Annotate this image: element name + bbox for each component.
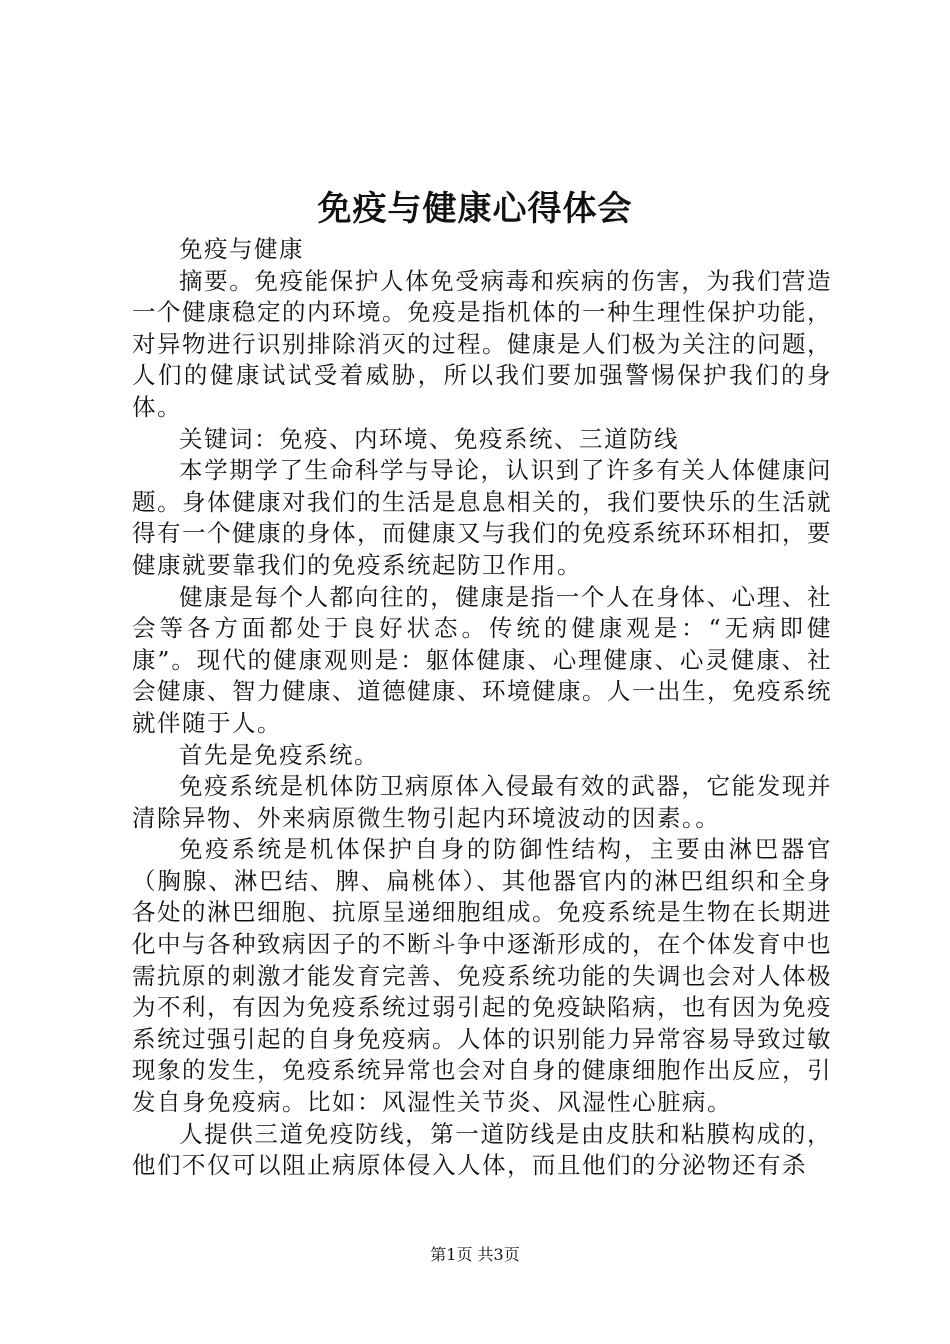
page-footer: 第1页 共3页	[430, 1245, 520, 1264]
paragraph-keywords: 关键词：免疫、内环境、免疫系统、三道防线	[179, 424, 679, 453]
paragraph: 免疫系统是机体防卫病原体入侵最有效的武器，它能发现并清除异物、外来病原微生物引起内环境波动的因素。。	[132, 772, 832, 832]
paragraph: 本学期学了生命科学与导论，认识到了许多有关人体健康问题。身体健康对我们的生活是息息相关的，我们要快乐的生活就得有一个健康的身体，而健康又与我们的免疫系统环环相扣，要健康就要靠我们的免疫系统起防卫作用。	[132, 456, 832, 579]
document-body	[132, 234, 832, 1182]
paragraph: 健康是每个人都向往的，健康是指一个人在身体、心理、社会等各方面都处于良好状态。传统的健康观是：“无病即健康”。现代的健康观则是：躯体健康、心理健康、心灵健康、社会健康、智力健康、道德健康、环境健康。人一出生，免疫系统就伴随于人。	[132, 582, 832, 737]
paragraph: 人提供三道免疫防线，第一道防线是由皮肤和粘膜构成的，他们不仅可以阻止病原体侵入人体，而且他们的分泌物还有杀	[132, 1119, 832, 1180]
paragraph-abstract: 摘要。免疫能保护人体免受病毒和疾病的伤害，为我们营造一个健康稳定的内环境。免疫是指机体的一种生理性保护功能，对异物进行识别排除消灭的过程。健康是人们极为关注的问题，人们的健康试试受着威胁，所以我们要加强警惕保护我们的身体。	[132, 266, 832, 421]
paragraph: 首先是免疫系统。	[179, 740, 379, 769]
paragraph-heading: 免疫与健康	[179, 235, 304, 263]
paragraph: 免疫系统是机体保护自身的防御性结构，主要由淋巴器官（胸腺、淋巴结、脾、扁桃体）、其他器官内的淋巴组织和全身各处的淋巴细胞、抗原呈递细胞组成。免疫系统是生物在长期进化中与各种致病因子的不断斗争中逐渐形成的，在个体发育中也需抗原的刺激才能发育完善、免疫系统功能的失调也会对人体极为不利，有因为免疫系统过弱引起的免疫缺陷病，也有因为免疫系统过强引起的自身免疫病。人体的识别能力异常容易导致过敏现象的发生，免疫系统异常也会对自身的健康细胞作出反应，引发自身免疫病。比如：风湿性关节炎、风湿性心脏病。	[132, 835, 832, 1117]
document-title: 免疫与健康心得体会	[317, 189, 633, 229]
